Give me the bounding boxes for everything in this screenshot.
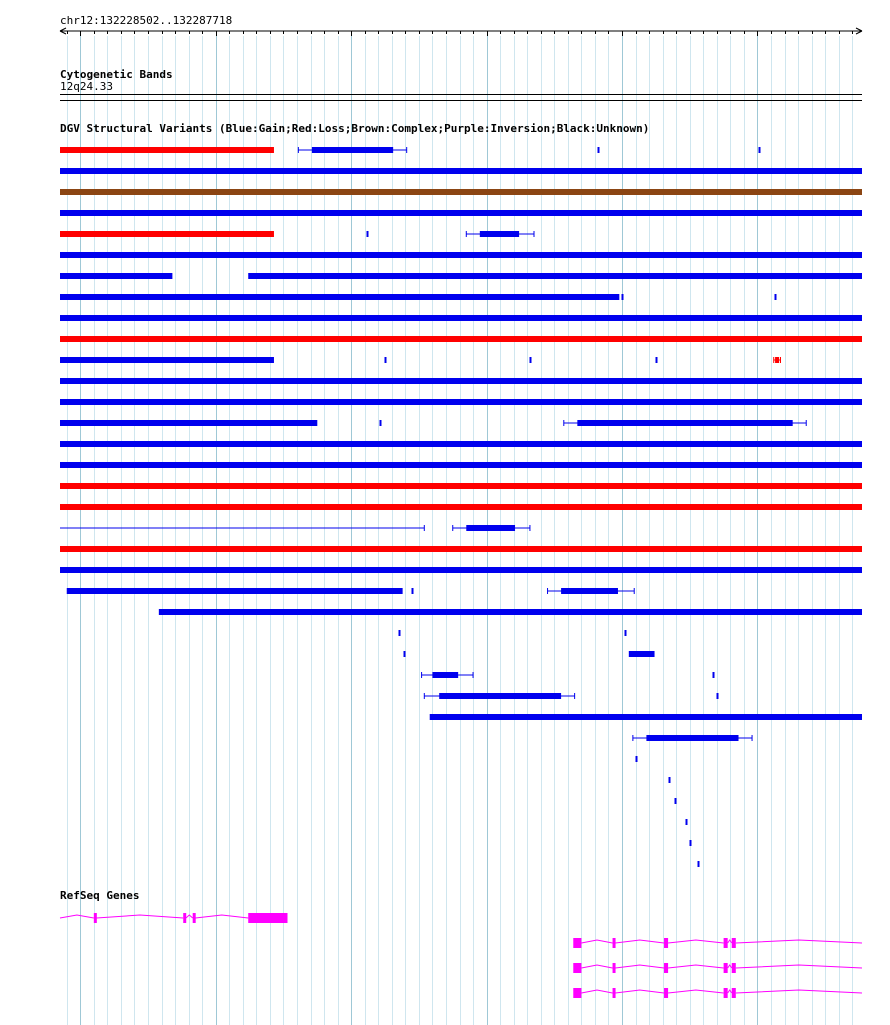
sv-feature xyxy=(60,462,862,468)
sv-inner-bar xyxy=(561,588,618,594)
intron-line xyxy=(581,990,612,993)
exon-block xyxy=(193,913,196,923)
gridlines xyxy=(68,36,853,1025)
sv-feature xyxy=(60,252,862,258)
sv-bar xyxy=(159,609,862,615)
sv-bar xyxy=(60,378,862,384)
exon-block xyxy=(573,963,581,973)
intron-line xyxy=(60,915,94,918)
sv-feature xyxy=(629,651,655,657)
sv-feature xyxy=(298,147,406,153)
sv-bar xyxy=(60,441,862,447)
exon-block xyxy=(732,938,736,948)
sv-feature xyxy=(60,504,862,510)
sv-inner-bar xyxy=(466,525,515,531)
sv-inner-bar xyxy=(775,357,779,363)
sv-feature xyxy=(548,588,635,594)
exon-block xyxy=(664,963,668,973)
sv-bar xyxy=(60,273,172,279)
sv-bar xyxy=(60,420,317,426)
ruler-ticks xyxy=(68,31,853,36)
sv-bar xyxy=(60,546,862,552)
exon-block xyxy=(183,913,186,923)
exon-block xyxy=(573,938,581,948)
sv-bar xyxy=(430,714,862,720)
sv-feature xyxy=(430,714,862,720)
sv-feature xyxy=(60,567,862,573)
sv-feature xyxy=(60,420,317,426)
intron-line xyxy=(728,990,732,993)
sv-feature xyxy=(466,231,534,237)
exon-block xyxy=(664,988,668,998)
exon-block xyxy=(613,938,616,948)
region-label: chr12:132228502..132287718 xyxy=(60,14,233,27)
exon-block xyxy=(732,988,736,998)
sv-bar xyxy=(248,273,862,279)
sv-inner-bar xyxy=(439,693,561,699)
coordinate-ruler xyxy=(60,14,862,36)
sv-feature xyxy=(633,735,752,741)
exon-block xyxy=(613,963,616,973)
sv-feature xyxy=(60,168,862,174)
sv-feature xyxy=(422,672,473,678)
sv-bar xyxy=(60,168,862,174)
gene-model xyxy=(60,913,288,923)
exon-block xyxy=(94,913,97,923)
sv-feature xyxy=(564,420,806,426)
exon-block xyxy=(724,988,728,998)
sv-feature xyxy=(60,399,862,405)
sv-bar xyxy=(60,357,274,363)
sv-feature xyxy=(453,525,530,531)
sv-inner-bar xyxy=(577,420,792,426)
sv-bar xyxy=(60,483,862,489)
sv-bar xyxy=(60,336,862,342)
intron-line xyxy=(581,965,612,968)
cytoband-label: 12q24.33 xyxy=(60,80,113,93)
sv-bar xyxy=(60,189,862,195)
refseq-track-title: RefSeq Genes xyxy=(60,889,140,902)
sv-feature xyxy=(424,693,574,699)
dgv-track-title: DGV Structural Variants (Blue:Gain;Red:Loss;Brown:Complex;Purple:Inversion;Black:Unknown) xyxy=(60,122,650,135)
sv-feature xyxy=(60,441,862,447)
sv-feature xyxy=(60,210,862,216)
sv-bar xyxy=(60,504,862,510)
sv-inner-bar xyxy=(646,735,738,741)
sv-feature xyxy=(774,357,781,363)
sv-feature xyxy=(60,315,862,321)
sv-bar xyxy=(60,462,862,468)
sv-bar xyxy=(60,315,862,321)
exon-block xyxy=(613,988,616,998)
sv-bar xyxy=(629,651,655,657)
intron-line xyxy=(728,965,732,968)
sv-bar xyxy=(60,147,274,153)
sv-feature xyxy=(60,336,862,342)
sv-feature xyxy=(60,294,619,300)
sv-bar xyxy=(67,588,403,594)
sv-bar xyxy=(60,567,862,573)
sv-bar xyxy=(60,294,619,300)
intron-line xyxy=(581,940,612,943)
exon-block xyxy=(724,938,728,948)
cytobands-title: Cytogenetic Bands xyxy=(60,68,173,81)
sv-feature xyxy=(60,231,274,237)
sv-feature xyxy=(60,273,172,279)
sv-bar xyxy=(60,399,862,405)
intron-line xyxy=(97,915,184,918)
sv-bar xyxy=(60,252,862,258)
exon-block xyxy=(248,913,287,923)
intron-line xyxy=(195,915,248,918)
sv-inner-bar xyxy=(480,231,519,237)
sv-inner-bar xyxy=(432,672,458,678)
sv-feature xyxy=(60,378,862,384)
sv-feature xyxy=(60,546,862,552)
sv-feature xyxy=(60,483,862,489)
sv-bar xyxy=(60,210,862,216)
intron-line xyxy=(728,940,732,943)
sv-feature xyxy=(67,588,403,594)
exon-block xyxy=(724,963,728,973)
sv-feature xyxy=(159,609,862,615)
sv-feature xyxy=(60,525,424,531)
sv-feature xyxy=(60,189,862,195)
sv-feature xyxy=(60,147,274,153)
sv-feature xyxy=(60,357,274,363)
exon-block xyxy=(732,963,736,973)
exon-block xyxy=(664,938,668,948)
sv-inner-bar xyxy=(312,147,393,153)
exon-block xyxy=(573,988,581,998)
sv-feature xyxy=(248,273,862,279)
sv-bar xyxy=(60,231,274,237)
